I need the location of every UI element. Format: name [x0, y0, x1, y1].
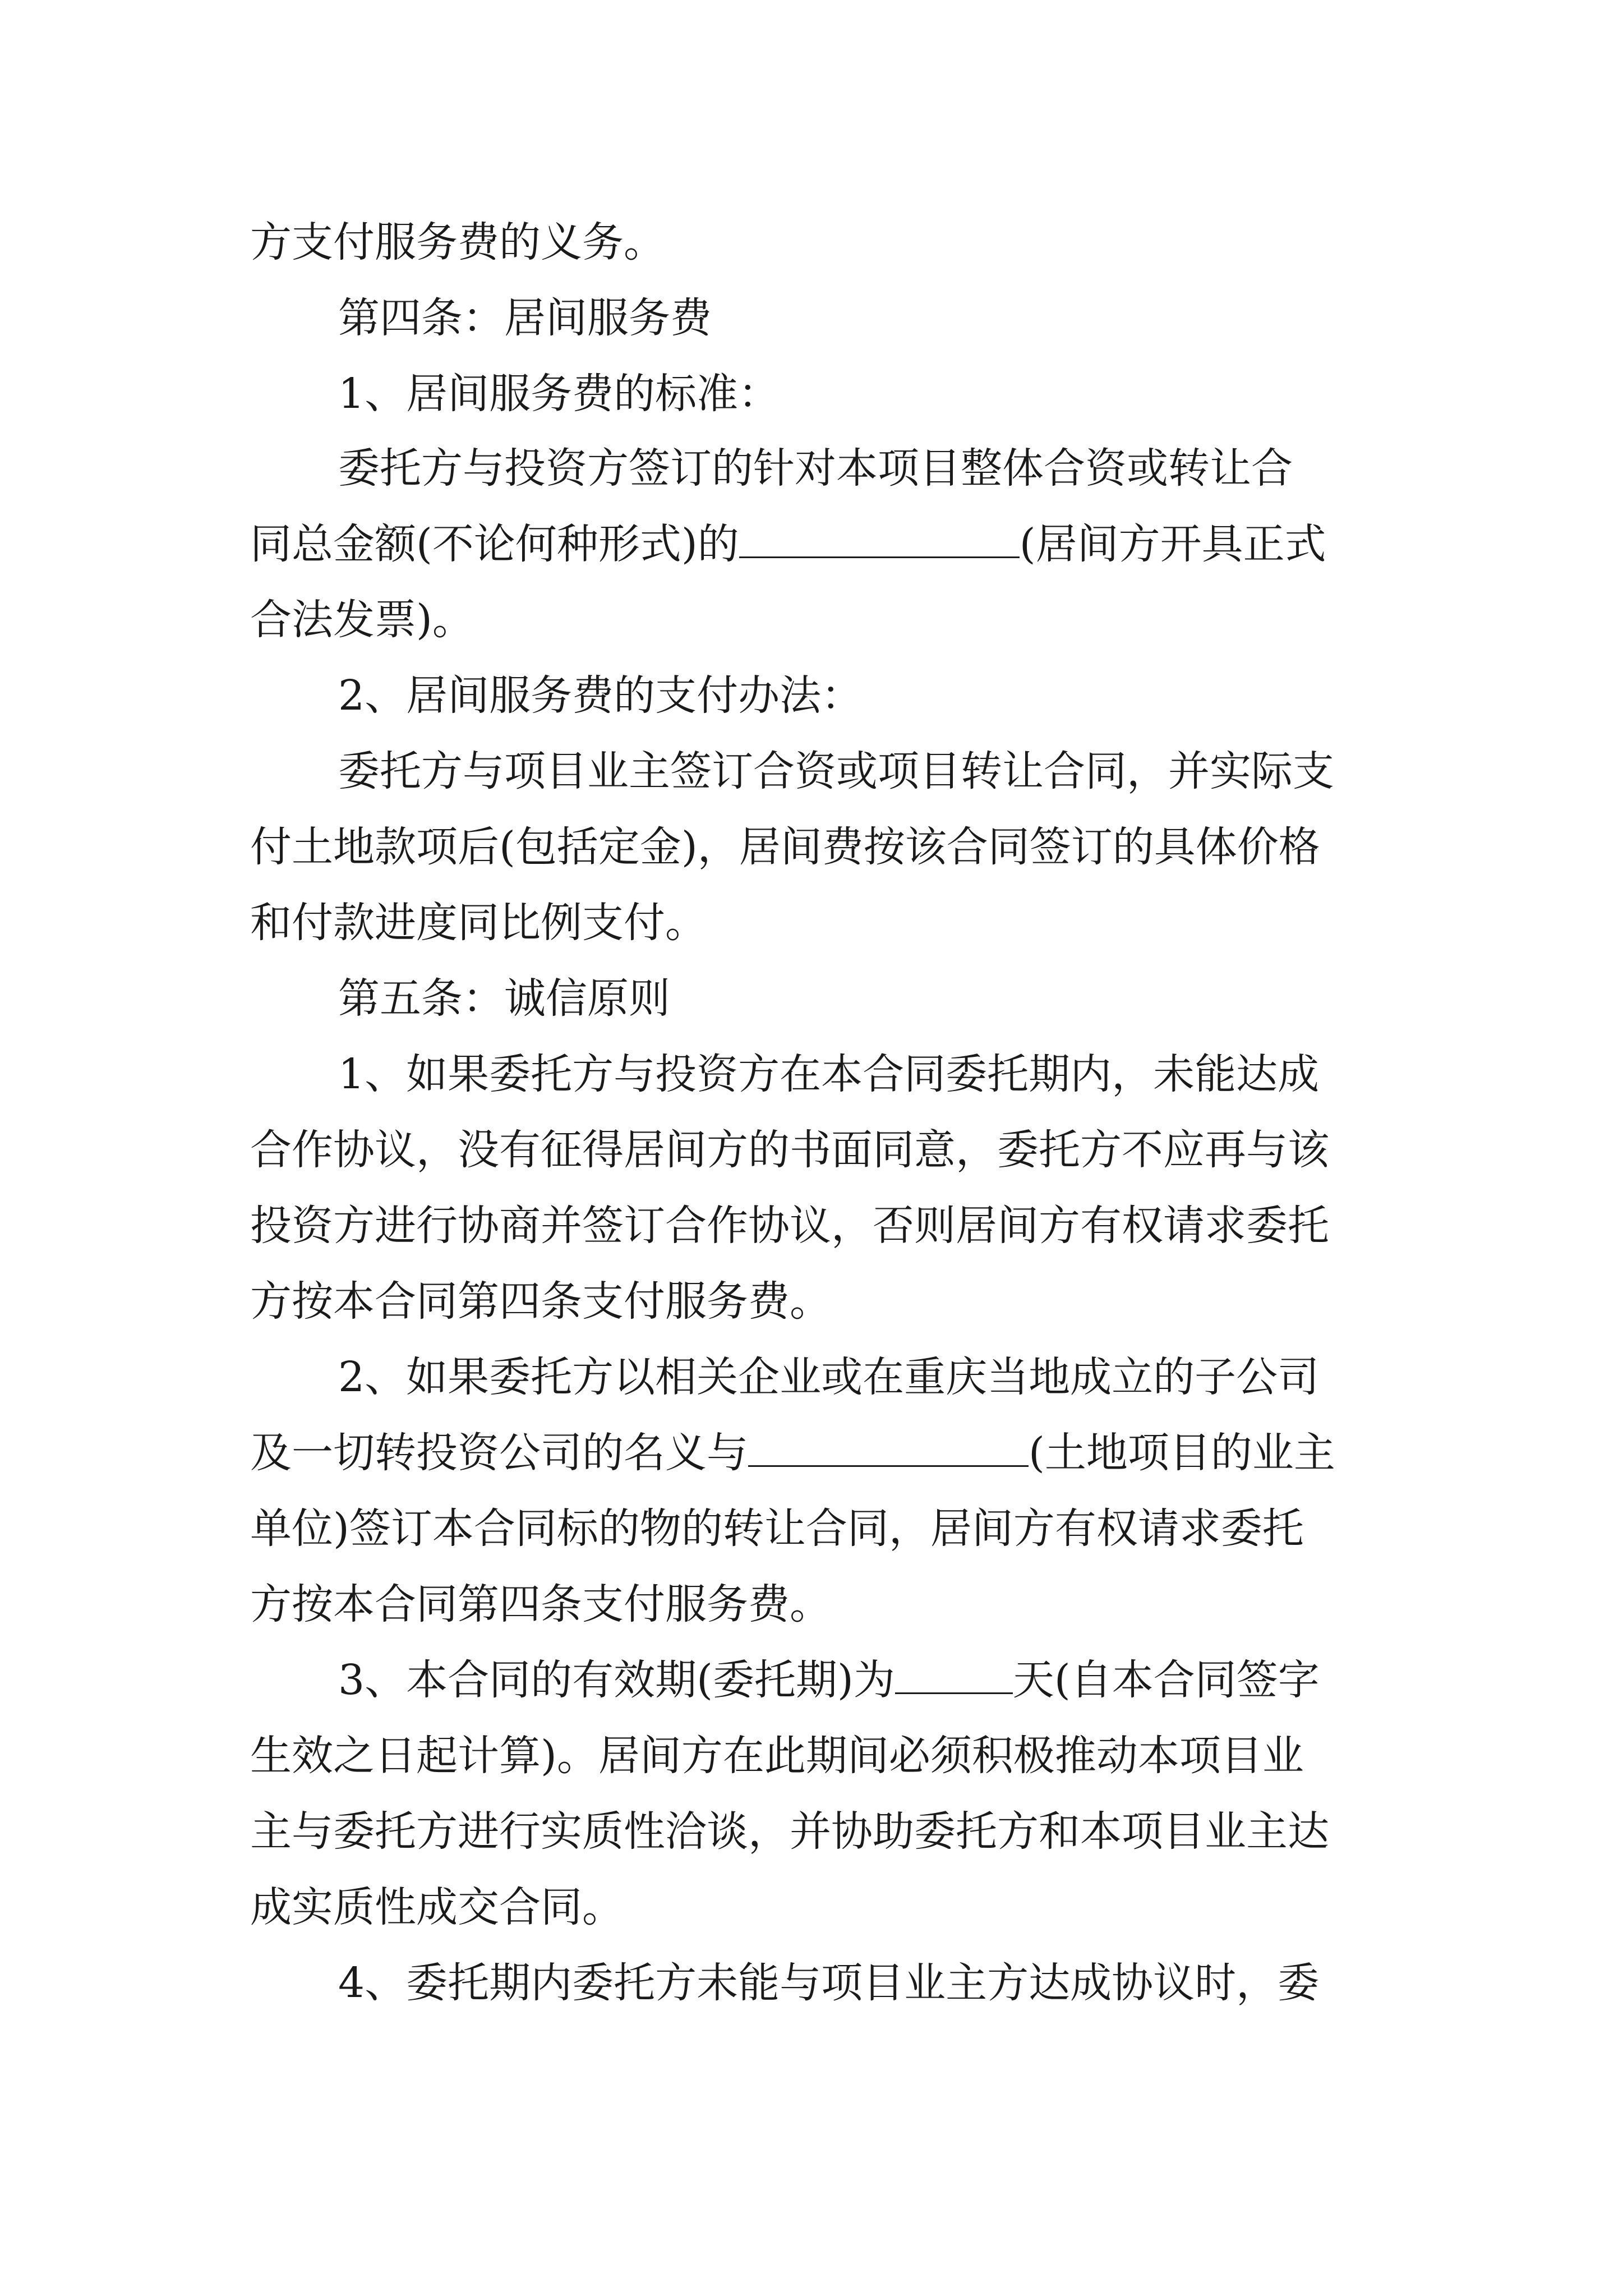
text-line: 方支付服务费的义务。	[250, 218, 665, 266]
text-line-with-blank	[338, 1646, 1389, 1714]
text-line: 单位)签订本合同标的物的转让合同，居间方有权请求委托	[250, 1504, 1304, 1553]
text-line-with-blank	[250, 510, 1389, 578]
text-line: 方按本合同第四条支付服务费。	[250, 1277, 831, 1326]
text-fragment: 及一切转投资公司的名义与	[250, 1429, 748, 1477]
text-line: 委托方与项目业主签订合资或项目转让合同，并实际支	[338, 747, 1334, 795]
section-heading: 第四条：居间服务费	[338, 294, 712, 342]
text-line: 2、如果委托方以相关企业或在重庆当地成立的子公司	[338, 1353, 1320, 1401]
text-line: 和付款进度同比例支付。	[250, 899, 707, 947]
text-fragment: (居间方开具正式	[1019, 520, 1326, 568]
text-line: 投资方进行协商并签订合作协议，否则居间方有权请求委托	[250, 1202, 1329, 1250]
text-line-with-blank	[250, 1419, 1389, 1487]
fill-in-blank	[739, 522, 1020, 558]
text-line: 合法发票)。	[250, 596, 474, 644]
text-line: 合作协议，没有征得居间方的书面同意，委托方不应再与该	[250, 1126, 1329, 1174]
text-line: 委托方与投资方签订的针对本项目整体合资或转让合	[338, 444, 1293, 493]
text-line: 4、委托期内委托方未能与项目业主方达成协议时，委	[338, 1959, 1320, 2007]
text-line: 成实质性成交合同。	[250, 1883, 624, 1931]
text-fragment: (土地项目的业主	[1029, 1429, 1335, 1477]
text-line: 生效之日起计算)。居间方在此期间必须积极推动本项目业	[250, 1732, 1304, 1780]
fill-in-blank	[895, 1658, 1013, 1694]
text-line: 主与委托方进行实质性洽谈，并协助委托方和本项目业主达	[250, 1807, 1329, 1856]
text-fragment: 3、本合同的有效期(委托期)为	[338, 1656, 895, 1704]
text-line: 1、如果委托方与投资方在本合同委托期内，未能达成	[338, 1050, 1320, 1098]
clause-heading: 1、居间服务费的标准：	[338, 370, 780, 418]
text-fragment: 天(自本合同签字	[1012, 1656, 1320, 1704]
text-fragment: 同总金额(不论何种形式)的	[250, 520, 739, 568]
fill-in-blank	[748, 1430, 1029, 1467]
text-line: 方按本合同第四条支付服务费。	[250, 1580, 831, 1628]
text-line: 付土地款项后(包括定金)，居间费按该合同签订的具体价格	[250, 823, 1320, 871]
section-heading: 第五条：诚信原则	[338, 974, 670, 1023]
clause-heading: 2、居间服务费的支付办法：	[338, 671, 863, 720]
